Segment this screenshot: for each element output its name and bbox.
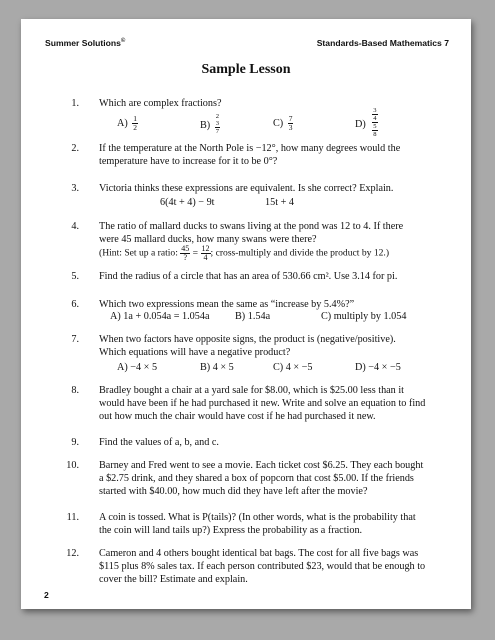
- page-title: Sample Lesson: [201, 62, 291, 77]
- option-a: A) 1a + 0.054a = 1.054a: [110, 311, 210, 322]
- header-left: Summer Solutions©: [45, 38, 126, 48]
- header-right: Standards-Based Mathematics 7: [316, 38, 449, 48]
- expression-1: 6(4t + 4) − 9t: [160, 197, 215, 208]
- option-d: D) −4 × −5: [355, 362, 401, 373]
- option-b: B) 2 3 7: [200, 113, 220, 135]
- question-1-options: [21, 107, 471, 138]
- page-number: 2: [44, 590, 49, 600]
- option-a: A) $\frac{1}{2}$: [117, 114, 138, 132]
- option-d: D) 3 4 5 8: [355, 107, 377, 138]
- option-a: A) −4 × 5: [117, 362, 158, 373]
- worksheet-page: Summer Solutions© Standards-Based Mathematics 7 Sample Lesson 1. Which are complex fractions? A) $\frac{1}{2}$ B) 2 3 7 C) $\frac{7}{3}$ D) 3 4 5 8 2. If the temperature at the North Pole is −12°, how many degrees would the temperature have to increase for it to be 0°? 3. Victoria thinks these expressions are equivalent. Is she correct? Explain. 6(4t + 4) − 9t 15t + 4 4. The ratio of mallard ducks to swans living at the pond was 12 to 4. If there were 45 mallard ducks, how many swans were there? (Hint: Set up a ratio: 45 ? = $\frac{12}{4}$ ; cross-multiply and divide the product by 12.) 5. Find the radius of a circle that has an area of 530.66 cm². Use 3.14 for pi. 6. Which two expressions mean the same as “increase by 5.4%?” A) 1a + 0.054a = 1.054a B) 1.54a C) multiply by 1.054 7. When two factors have opposite signs, the product is (negative/positive). Which equations will have a negative product? A) −4 × 5 B) 4 × 5 C) 4 × −5 D) −4 × −5 8. Bradley bought a chair at a yard sale for $8.00, which is $25.00 less than it would have been if he had purchased it new. Write and solve an equation to find out how much the chair would have cost if he had purchased it new. 9. Find the values of a, b, and c. 10. Barney and Fred went to see a movie. Each ticket cost $6.25. They each bought a $2.75 drink, and they shared a box of popcorn that cost $5.00. If the friends started with $40.00, how much did they have left after the movie? 11. A coin is tossed. What is P(tails)? (In other words, what is the probability that the coin will land tails up?) Express the probability as a fraction. 12. Cameron and 4 others bought identical bat bags. The cost for all five bags was $115 plus 8% sales tax. If each person contributed $23, would that be enough to cover the bill? Estimate and explain. 2: [21, 19, 471, 609]
- option-b: B) 4 × 5: [200, 362, 234, 373]
- option-c: C) 4 × −5: [273, 362, 313, 373]
- option-c: C) $\frac{7}{3}$: [273, 114, 293, 132]
- option-c: C) multiply by 1.054: [321, 311, 407, 322]
- option-b: B) 1.54a: [235, 311, 271, 322]
- expression-2: 15t + 4: [265, 197, 294, 208]
